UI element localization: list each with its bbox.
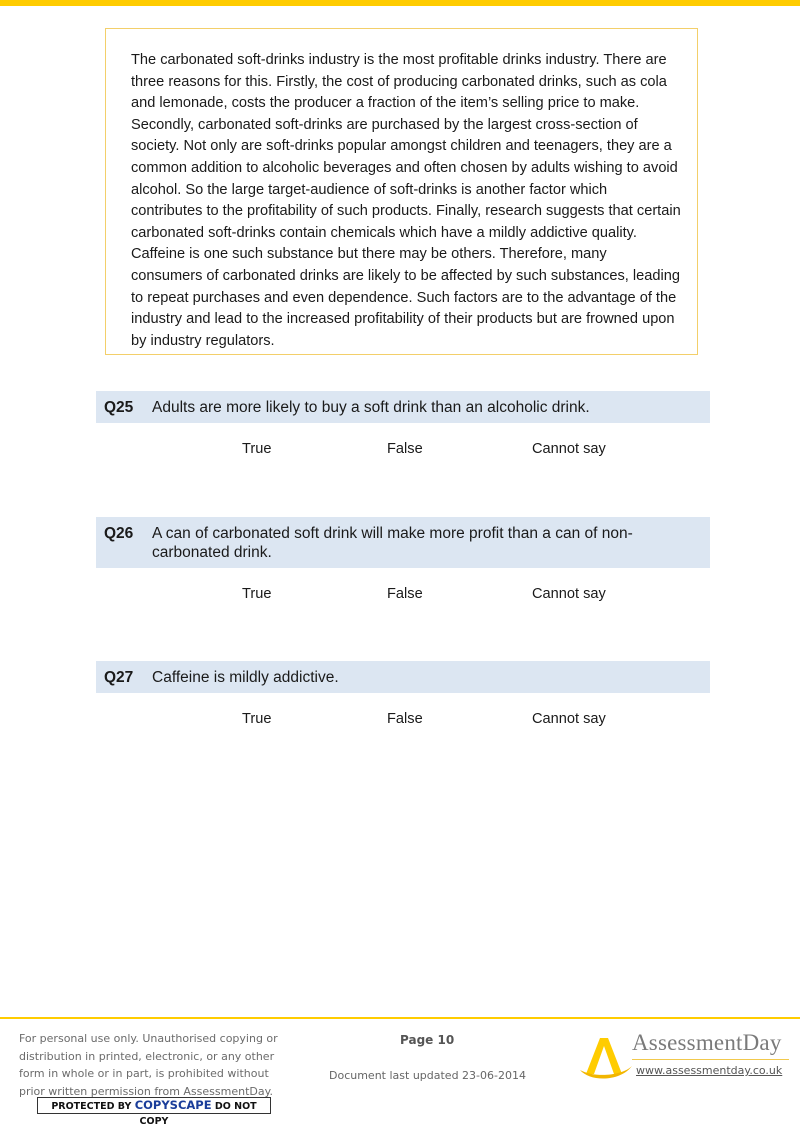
option-cannot-say[interactable]: Cannot say bbox=[532, 586, 606, 602]
top-accent-bar bbox=[0, 0, 800, 6]
document-updated-date: Document last updated 23-06-2014 bbox=[329, 1069, 526, 1082]
brand-url-link[interactable]: www.assessmentday.co.uk bbox=[636, 1064, 783, 1077]
question-text: Caffeine is mildly addictive. bbox=[152, 669, 339, 686]
question-bar-q26 bbox=[96, 517, 710, 568]
question-bar-q25 bbox=[96, 391, 710, 423]
question-text: A can of carbonated soft drink will make more profit than a can of non-carbonated drink. bbox=[152, 525, 633, 561]
question-number: Q27 bbox=[104, 669, 134, 686]
copyscape-badge[interactable] bbox=[37, 1097, 271, 1127]
passage-box bbox=[105, 28, 698, 355]
option-cannot-say[interactable]: Cannot say bbox=[532, 711, 606, 727]
answer-options-q25 bbox=[0, 441, 800, 461]
option-false[interactable]: False bbox=[387, 711, 423, 727]
brand-underline bbox=[632, 1059, 789, 1060]
answer-options-q26 bbox=[0, 586, 800, 606]
option-true[interactable]: True bbox=[242, 586, 272, 602]
option-true[interactable]: True bbox=[242, 441, 272, 457]
footer-divider bbox=[0, 1017, 800, 1019]
brand-name: AssessmentDay bbox=[632, 1030, 782, 1055]
option-true[interactable]: True bbox=[242, 711, 272, 727]
option-false[interactable]: False bbox=[387, 586, 423, 602]
question-bar-q27 bbox=[96, 661, 710, 693]
copyright-notice: For personal use only. Unauthorised copying or distribution in printed, electronic, or any other form in whole or in part, is prohibited without prior written permission from AssessmentDay. bbox=[19, 1032, 278, 1098]
copyscape-post: DO NOT COPY bbox=[139, 1101, 257, 1127]
question-text: Adults are more likely to buy a soft drink than an alcoholic drink. bbox=[152, 399, 590, 416]
option-cannot-say[interactable]: Cannot say bbox=[532, 441, 606, 457]
page-number: Page 10 bbox=[400, 1033, 455, 1047]
question-number: Q26 bbox=[104, 525, 134, 542]
option-false[interactable]: False bbox=[387, 441, 423, 457]
copyscape-brand: COPYSCAPE bbox=[134, 1098, 212, 1112]
answer-options-q27 bbox=[0, 711, 800, 731]
copyscape-pre: PROTECTED BY bbox=[51, 1101, 132, 1112]
assessmentday-logo-icon bbox=[578, 1030, 634, 1080]
passage-text: The carbonated soft-drinks industry is the most profitable drinks industry. There are three reasons for this. Firstly, the cost of producing carbonated drinks, such as cola and lemonade, costs the producer a fraction of the item’s selling price to make. Secondly, carbonated soft-drinks are purchased by the largest cross-section of society. Not only are soft-drinks popular amongst children and teenagers, they are a common addition to alcoholic beverages and often chosen by adults wishing to avoid alcohol. So the large target-audience of soft-drinks is another factor which contributes to the profitability of such products. Finally, research suggests that certain carbonated soft-drinks contain chemicals which have a mildly addictive quality. Caffeine is one such substance but there may be others. Therefore, many consumers of carbonated drinks are likely to be affected by such substances, leading to repeat purchases and even dependence. Such factors are to the advantage of the industry and lead to the increased profitability of their products but are frowned upon by industry regulators. bbox=[131, 52, 681, 349]
question-number: Q25 bbox=[104, 399, 134, 416]
